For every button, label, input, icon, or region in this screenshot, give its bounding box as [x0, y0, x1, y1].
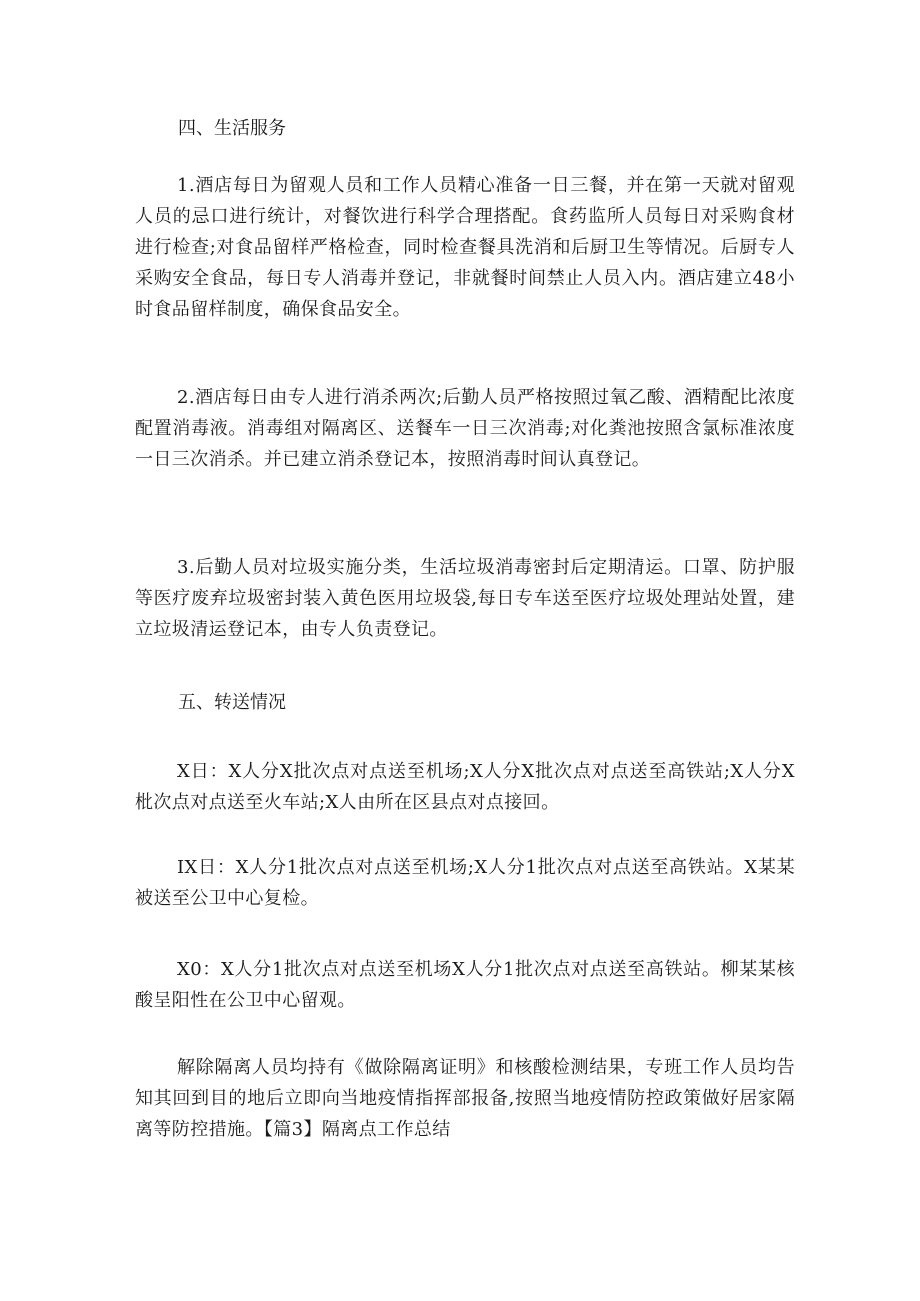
section-heading-transfer: 五、转送情况: [178, 692, 286, 713]
paragraph-release-summary: 解除隔离人员均持有《做除隔离证明》和核酸检测结果，专班工作人员均告知其回到目的地后立即向当地疫情指挥部报备,按照当地疫情防控政策做好居家隔离等防控措施。【篇3】隔离点工作总结: [135, 1057, 795, 1140]
paragraph-meals: 1.酒店每日为留观人员和工作人员精心准备一日三餐，并在第一天就对留观人员的忌口进行统计，对餐饮进行科学合理搭配。食药监所人员每日对采购食材进行检查;对食品留样严格检查，同时检查餐具洗消和后厨卫生等情况。后厨专人采购安全食品，每日专人消毒并登记，非就餐时间禁止人员入内。酒店建立48小时食品留样制度，确保食品安全。: [135, 175, 795, 320]
section-heading-living-services: 四、生活服务: [178, 118, 286, 139]
paragraph-waste: 3.后勤人员对垃圾实施分类，生活垃圾消毒密封后定期清运。口罩、防护服等医疗废弃垃圾密封装入黄色医用垃圾袋,每日专车送至医疗垃圾处理站处置，建立垃圾清运登记本，由专人负责登记。: [135, 557, 795, 640]
paragraph-transfer-day-ix: IX日：X人分1批次点对点送至机场;X人分1批次点对点送至高铁站。X某某被送至公卫中心复检。: [135, 857, 795, 909]
paragraph-transfer-day-x: X日：X人分X批次点对点送至机场;X人分X批次点对点送至高铁站;X人分X枇次点对点送至火车站;X人由所在区县点对点接回。: [135, 761, 795, 813]
paragraph-transfer-day-x0: X0：X人分1批次点对点送至机场X人分1批次点对点送至高铁站。柳某某核酸呈阳性在公卫中心留观。: [135, 959, 795, 1011]
paragraph-disinfection: 2.酒店每日由专人进行消杀两次;后勤人员严格按照过氧乙酸、酒精配比浓度配置消毒液。消毒组对隔离区、送餐车一日三次消毒;对化粪池按照含氯标准浓度一日三次消杀。并已建立消杀登记本，按照消毒时间认真登记。: [135, 387, 795, 470]
